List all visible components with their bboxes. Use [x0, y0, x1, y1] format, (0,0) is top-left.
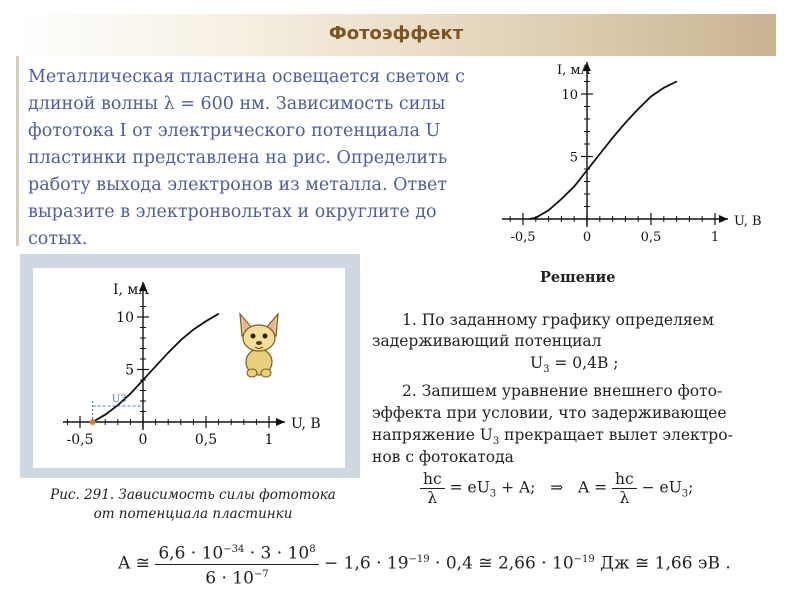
fraction-hc-lambda: $\frac{hc}{\lambda}$: [420, 470, 445, 507]
x-axis-label: U, В: [734, 214, 762, 229]
curve-point: [663, 87, 664, 88]
curve-point: [168, 352, 169, 353]
curve-point: [638, 108, 639, 109]
curve-point: [193, 329, 194, 330]
curve-point: [676, 81, 677, 82]
work-function-calculation: A ≅ $\frac{6,6 \cdot 10^{-34} \cdot 3 \cdot 10^8}{6 \cdot 10^{-7}}$ − $1,6 \cdot 19^{-19} \cdot 0,4$ ≅ $2,66 \cdot 10^{-19}$ Дж ≅ 1,66 эВ .: [118, 540, 731, 588]
calculation-fraction: $\frac{6,6 \cdot 10^{-34} \cdot 3 \cdot 10^8}{6 \cdot 10^{-7}}$: [155, 540, 318, 588]
y-tick-label: 10: [116, 310, 134, 326]
solution-heading: Решение: [540, 269, 616, 286]
x-axis-arrow: [276, 418, 285, 426]
y-tick-label: 10: [561, 88, 578, 103]
solution-step2-line1: 2. Запишем уравнение внешнего фото-: [402, 382, 723, 400]
graph-current-vs-potential: [496, 52, 776, 252]
x-tick-label: 0: [138, 432, 148, 448]
y-axis-label: I, мА: [113, 282, 149, 298]
problem-line: Металлическая пластина освещается светом с: [28, 67, 465, 87]
problem-line: длиной волны λ = 600 нм. Зависимость силы: [28, 94, 446, 114]
problem-line: работу выхода электронов из металла. Ответ: [28, 175, 448, 195]
x-axis-label: U, В: [291, 416, 321, 432]
problem-line: сотых.: [28, 229, 88, 249]
curve-point: [586, 170, 587, 171]
curve-point: [574, 186, 575, 187]
x-tick-label: -0,5: [510, 230, 536, 245]
curve-point: [105, 414, 106, 415]
curve-point: [650, 96, 651, 97]
y-axis-label: I, мА: [557, 63, 591, 78]
solution-step2-line4: нов с фотокатода: [372, 448, 514, 466]
current-curve: [93, 314, 219, 422]
curve-point: [612, 137, 613, 138]
curve-point: [218, 313, 219, 314]
page-title: Фотоэффект: [328, 23, 464, 44]
solution-step1-line2: задерживающий потенциал: [372, 332, 602, 350]
x-tick-label: -0,5: [66, 432, 94, 448]
problem-text: [28, 64, 468, 253]
x-tick-label: 0: [582, 230, 592, 245]
caption-line: от потенциала пластинки: [93, 506, 293, 522]
stopping-voltage-annotation: U3: [111, 394, 127, 405]
x-tick-label: 0,5: [194, 432, 218, 448]
curve-point: [548, 210, 549, 211]
x-axis-arrow: [719, 215, 728, 223]
solution-step2-line3: напряжение $U_3$ прекращает вылет электро-: [372, 426, 733, 448]
current-curve: [529, 82, 676, 220]
stopping-voltage-value: $U_3 = 0,4В$ ;: [530, 354, 619, 376]
problem-line: выразите в электронвольтах и округлите до: [28, 202, 437, 222]
caption-line: Рис. 291. Зависимость силы фототока: [50, 487, 336, 503]
curve-point: [180, 340, 181, 341]
left-accent-bar: [16, 56, 19, 246]
solution-step1-line1: 1. По заданному графику определяем: [402, 311, 714, 329]
y-tick-label: 5: [569, 150, 578, 166]
implies-arrow: ⇒: [550, 478, 564, 497]
figure-291-graph: [33, 268, 345, 468]
figure-caption: [18, 486, 368, 524]
curve-point: [535, 217, 536, 218]
curve-point: [155, 366, 156, 367]
x-tick-label: 1: [264, 432, 274, 448]
curve-point: [561, 198, 562, 199]
problem-line: пластинки представлена на рис. Определить: [28, 148, 448, 168]
curve-point: [625, 122, 626, 123]
solution-step2-line2: эффекта при условии, что задерживающее: [372, 404, 727, 422]
cartoon-dog-illustration: [228, 310, 290, 378]
title-bar: [16, 14, 776, 56]
fraction-hc-lambda-2: $\frac{hc}{\lambda}$: [612, 470, 637, 507]
curve-point: [130, 393, 131, 394]
problem-line: фототока I от электрического потенциала U: [28, 121, 441, 141]
x-tick-label: 1: [710, 230, 720, 245]
curve-point: [205, 321, 206, 322]
photoeffect-equation: $\frac{hc}{\lambda}$ = $eU_3 + A$; ⇒ A = $\frac{hc}{\lambda}$ − $eU_3$;: [420, 470, 693, 507]
x-tick-label: 0,5: [640, 230, 662, 245]
y-tick-label: 5: [125, 362, 134, 379]
curve-point: [599, 153, 600, 154]
curve-point: [529, 218, 530, 219]
curve-point: [142, 379, 143, 380]
